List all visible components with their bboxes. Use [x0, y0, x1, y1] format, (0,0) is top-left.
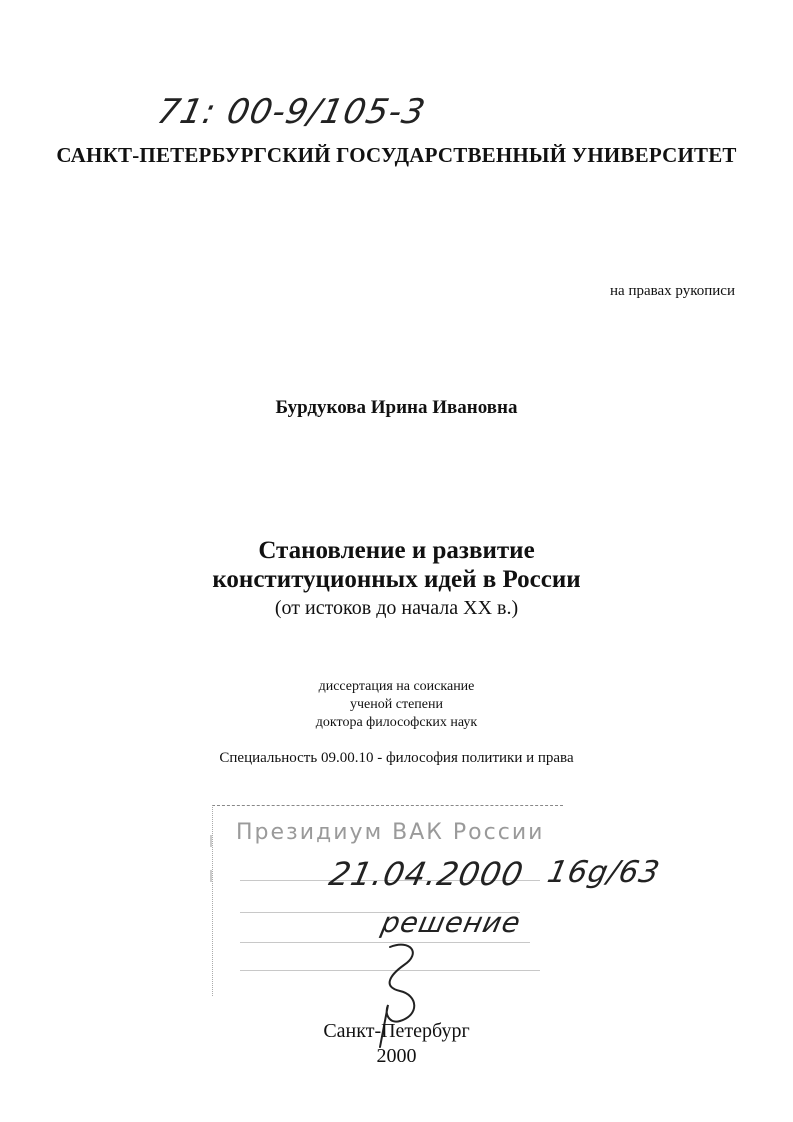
dissertation-title-line-1: Становление и развитие: [258, 537, 535, 564]
specialty-line: Специальность 09.00.10 - философия политики и права: [219, 750, 574, 766]
stamp-edge-mark: [210, 835, 212, 847]
degree-line-3: доктора философских наук: [315, 715, 478, 730]
handwritten-stamp-date: 21.04.2000: [325, 855, 528, 893]
publication-year: 2000: [376, 1045, 417, 1067]
degree-line-1: диссертация на соискание: [318, 679, 475, 694]
handwritten-archive-code: 71: 00-9/105-3: [153, 92, 430, 132]
publication-city: Санкт-Петербург: [323, 1020, 470, 1042]
stamp-title: Президиум ВАК России: [236, 820, 545, 845]
university-name: САНКТ-ПЕТЕРБУРГСКИЙ ГОСУДАРСТВЕННЫЙ УНИВЕРСИТЕТ: [56, 143, 737, 167]
degree-line-2: ученой степени: [350, 697, 443, 712]
dissertation-subtitle: (от истоков до начала XX в.): [274, 597, 519, 619]
author-name: Бурдукова Ирина Ивановна: [275, 397, 518, 418]
stamp-edge-mark: [210, 870, 212, 882]
manuscript-rights-note: на правах рукописи: [610, 283, 735, 299]
handwritten-stamp-note: решение: [378, 906, 525, 939]
degree-statement: [0, 678, 793, 732]
handwritten-stamp-number: 16g/63: [544, 855, 664, 890]
dissertation-title-line-2: конституционных идей в России: [212, 566, 581, 593]
